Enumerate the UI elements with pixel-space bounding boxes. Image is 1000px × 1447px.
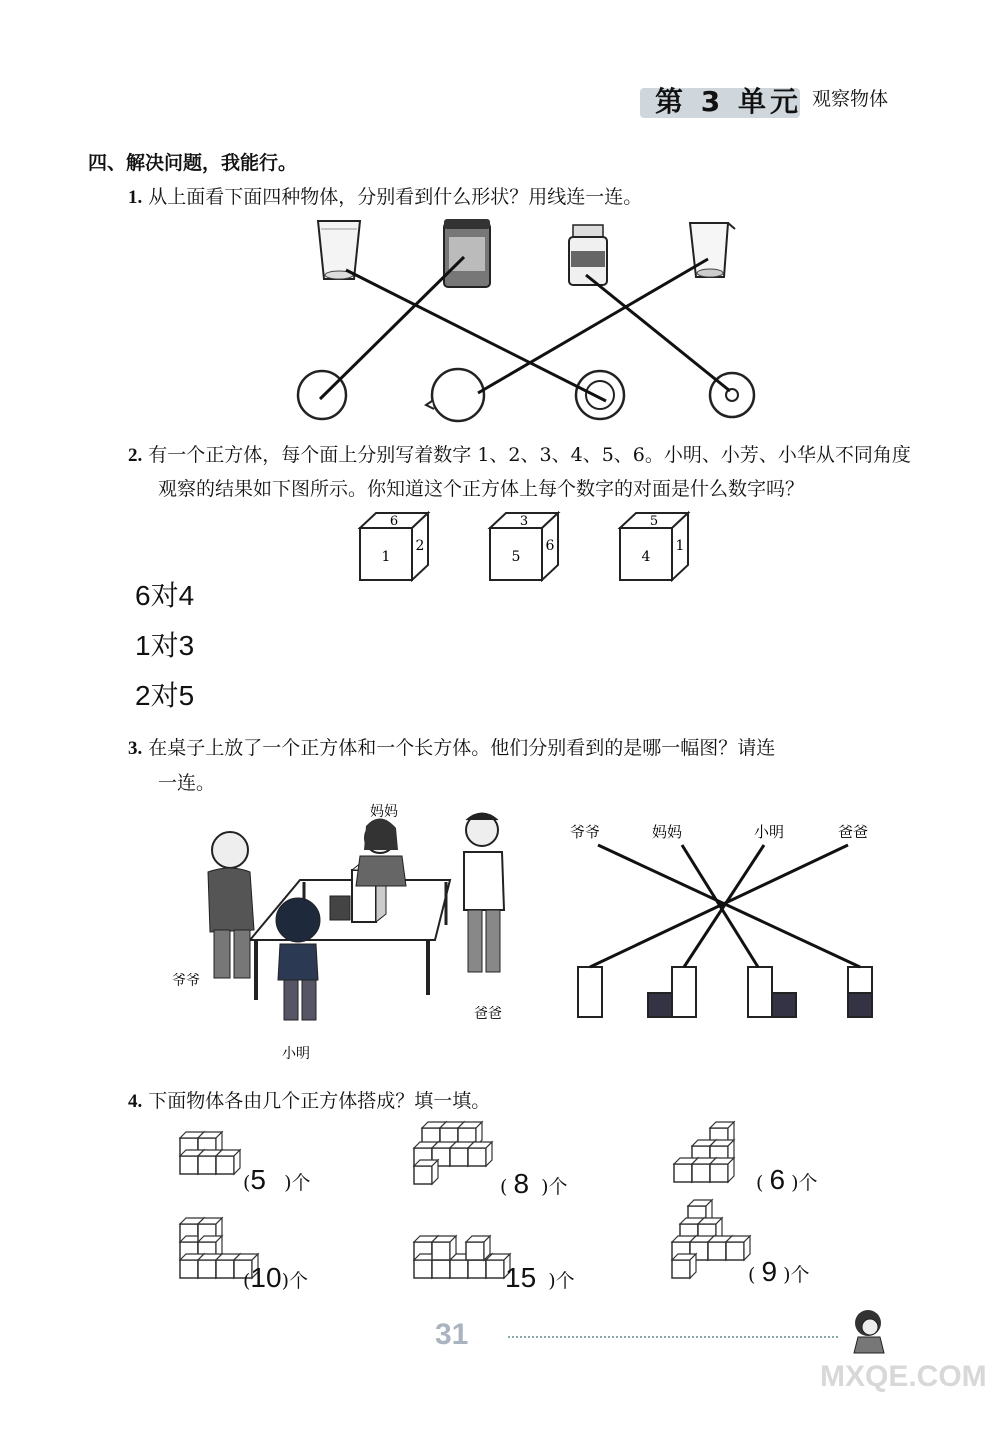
view-3 [748,967,796,1017]
q4-answer-5: 15 [505,1262,537,1293]
question-text: 从上面看下面四种物体，分别看到什么形状？用线连一连。 [148,186,643,208]
q2-answer-2: 1对3 [135,630,195,661]
match-line [586,275,730,391]
page-number: 31 [435,1318,469,1351]
section-title: 四、解决问题，我能行。 [88,152,298,174]
q4-blank-5[interactable]: 15 )个 [505,1262,575,1293]
cube-object [330,896,350,920]
q2-cubes [350,508,700,584]
mom-figure [356,818,406,886]
dad-figure [464,813,504,972]
q4-blank-4[interactable]: (10)个 [243,1262,309,1293]
view-label-xiaoming: 小明 [754,823,785,841]
match-line [598,845,860,967]
label-grandpa: 爷爷 [172,973,200,989]
unit-label: 个 [291,1172,311,1194]
glass-icon [318,221,360,279]
block-figure-3 [674,1122,734,1182]
block-figure-6 [672,1200,750,1278]
question-3-line-1 [128,733,775,760]
match-line [590,845,848,967]
question-1 [128,182,642,209]
unit-label: 个 [555,1270,575,1292]
label-dad: 爸爸 [474,1006,502,1022]
unit-label: 个 [790,1264,810,1286]
cube-1 [360,513,428,580]
circle-view-2 [426,369,484,421]
unit-label: 个 [548,1176,568,1198]
cube-2-front: 5 [511,549,521,565]
view-label-grandpa: 爷爷 [570,823,601,841]
view-label-mom: 妈妈 [652,823,683,841]
q4-blank-2[interactable]: ( 8 )个 [500,1168,568,1199]
unit-subtitle: 观察物体 [812,88,889,110]
cube-3-side: 1 [675,538,685,554]
q4-blank-3[interactable]: ( 6 )个 [756,1164,818,1195]
q4-answer-2: 8 [513,1168,530,1199]
cube-1-side: 2 [415,538,425,554]
q1-figure [280,215,780,430]
view-1 [578,967,602,1017]
q4-answer-6: 9 [761,1256,778,1287]
q4-answer-4: 10 [250,1262,282,1293]
q4-blank-1[interactable]: (5 )个 [243,1164,311,1195]
unit-label: 个 [798,1172,818,1194]
cube-2-side: 6 [545,538,555,554]
q4-blank-6[interactable]: ( 9 )个 [748,1256,810,1287]
measuring-cup-icon [690,223,735,277]
question-number: 4. [128,1091,143,1112]
block-figure-5 [414,1236,510,1278]
cube-3 [620,513,688,580]
block-figure-2 [414,1122,492,1184]
circle-view-3 [576,371,624,419]
q3-scene [170,800,540,1065]
q3-views [560,815,890,1025]
label-xiaoming: 小明 [282,1046,310,1062]
view-4 [848,967,872,1017]
cube-1-front: 1 [381,549,391,565]
jar-icon [444,219,490,287]
question-4 [128,1086,490,1113]
block-figure-1 [180,1132,240,1174]
unit-title: 第 3 单元 [655,85,802,118]
label-mom: 妈妈 [370,804,398,820]
q4-answer-3: 6 [769,1164,786,1195]
cartoon-boy-icon [840,1305,900,1360]
view-2 [648,967,696,1017]
question-2-line-1 [128,440,911,467]
question-text: 有一个正方体，每个面上分别写着数字 1、2、3、4、5、6。小明、小芳、小华从不同角度 [148,444,911,466]
cube-3-top: 5 [649,514,659,529]
q2-answer-3: 2对5 [135,680,195,711]
cube-1-top: 6 [389,514,399,529]
cube-2 [490,513,558,580]
grandpa-figure [208,832,254,978]
question-2-line-2: 观察的结果如下图所示。你知道这个正方体上每个数字的对面是什么数字吗？ [158,478,805,500]
cube-2-top: 3 [519,514,529,529]
question-number: 2. [128,445,143,466]
unit-label: 个 [289,1270,309,1292]
q2-answer-1: 6对4 [135,580,195,611]
watermark: MXQE.COM [820,1360,987,1393]
question-text: 下面物体各由几个正方体搭成？填一填。 [148,1090,491,1112]
cube-3-front: 4 [641,549,651,565]
match-line [684,845,764,967]
question-number: 3. [128,738,143,759]
q4-answer-1: 5 [250,1164,266,1195]
question-number: 1. [128,187,143,208]
question-text: 在桌子上放了一个正方体和一个长方体。他们分别看到的是哪一幅图？请连 [148,737,776,759]
view-label-dad: 爸爸 [838,823,869,841]
footer-divider [508,1336,838,1338]
question-3-line-2: 一连。 [158,772,216,794]
xiaoming-figure [276,898,320,1020]
